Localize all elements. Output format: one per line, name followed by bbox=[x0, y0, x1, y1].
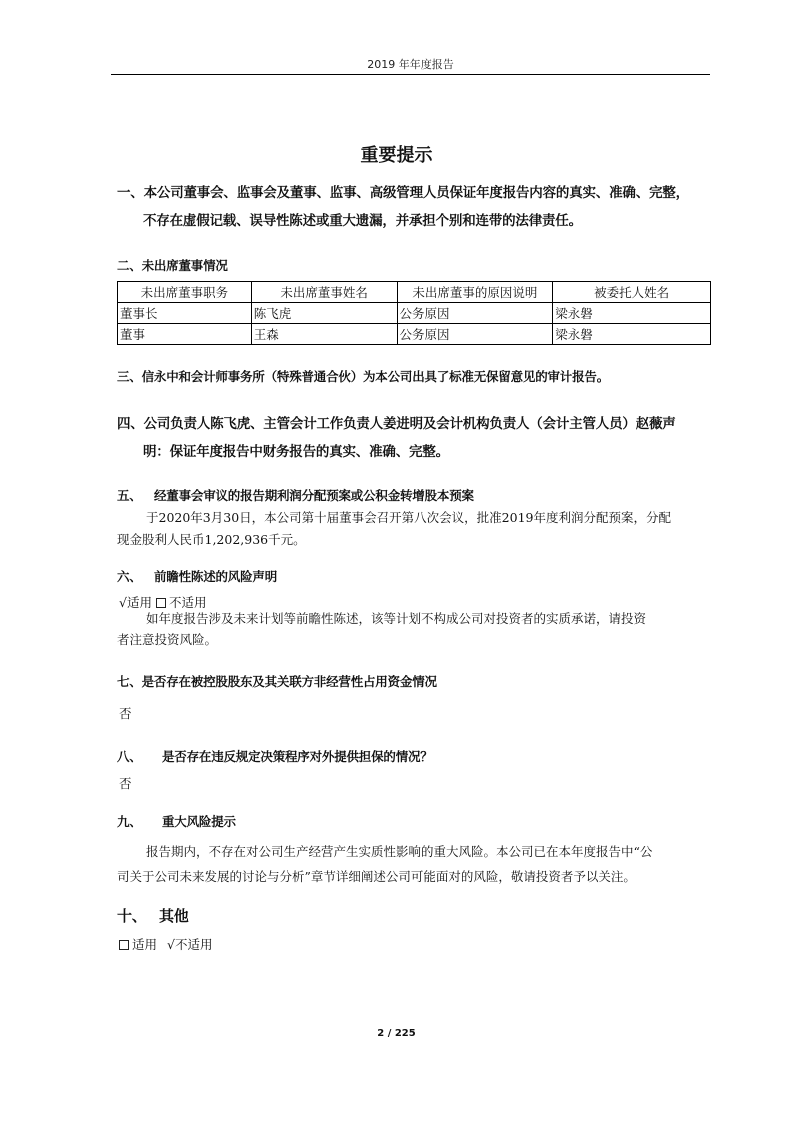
table-cell: 陈飞虎 bbox=[251, 303, 397, 324]
section-9-body-line-1: 报告期内，不存在对公司生产经营产生实质性影响的重大风险。本公司已在本年度报告中“公 bbox=[146, 844, 653, 859]
section-3-number: 三、 bbox=[117, 369, 142, 384]
table-header-cell: 未出席董事姓名 bbox=[251, 282, 397, 303]
section-8-heading bbox=[117, 747, 433, 765]
section-4-line-1 bbox=[117, 412, 676, 432]
page-number: 2 / 225 bbox=[377, 1028, 416, 1039]
section-1-text-line-1: 本公司董事会、监事会及董事、监事、高级管理人员保证年度报告内容的真实、准确、完整， bbox=[143, 185, 689, 201]
table-row bbox=[118, 324, 711, 345]
section-10-title: 其他 bbox=[159, 907, 189, 925]
section-5-title: 经董事会审议的报告期利润分配预案或公积金转增股本预案 bbox=[154, 488, 474, 503]
section-4-number: 四、 bbox=[117, 416, 144, 432]
absent-directors-table bbox=[117, 281, 711, 345]
check-mark-icon: √ bbox=[167, 937, 175, 952]
section-9-heading bbox=[117, 812, 236, 830]
table-cell: 王森 bbox=[251, 324, 397, 345]
section-6-body-line-2: 者注意投资风险。 bbox=[117, 632, 218, 647]
page-title: 重要提示 bbox=[360, 145, 433, 166]
section-8-answer: 否 bbox=[119, 776, 132, 791]
table-header-row bbox=[118, 282, 711, 303]
empty-checkbox-icon bbox=[156, 598, 166, 608]
section-5-heading bbox=[117, 486, 474, 504]
section-10-number: 十、 bbox=[117, 907, 147, 925]
table-cell: 公务原因 bbox=[397, 324, 553, 345]
section-4-text-line-2: 明：保证年度报告中财务报告的真实、准确、完整。 bbox=[143, 444, 449, 460]
running-header: 2019 年年度报告 bbox=[111, 58, 710, 75]
table-cell: 梁永磐 bbox=[553, 303, 711, 324]
empty-checkbox-icon bbox=[119, 940, 129, 950]
section-8-number: 八、 bbox=[117, 749, 142, 764]
table-header-cell: 未出席董事的原因说明 bbox=[397, 282, 553, 303]
not-applicable-label: 不适用 bbox=[174, 937, 213, 952]
section-9-body-line-2: 司关于公司未来发展的讨论与分析”章节详细阐述公司可能面对的风险，敬请投资者予以关注。 bbox=[117, 869, 636, 884]
section-5-body-line-1: 于2020年3月30日，本公司第十届董事会召开第八次会议，批准2019年度利润分配预案，分配 bbox=[146, 510, 671, 525]
applicable-label: 适用 bbox=[132, 937, 158, 952]
section-1-number: 一、 bbox=[117, 185, 144, 201]
table-cell: 董事长 bbox=[118, 303, 252, 324]
section-1-text-line-2: 不存在虚假记载、误导性陈述或重大遗漏，并承担个别和连带的法律责任。 bbox=[143, 213, 582, 229]
section-6-number: 六、 bbox=[117, 569, 142, 584]
section-2-heading bbox=[117, 256, 228, 274]
applicable-label: 适用 bbox=[126, 595, 152, 610]
section-1-line-1 bbox=[117, 181, 689, 201]
section-2-title: 未出席董事情况 bbox=[141, 258, 228, 273]
section-6-heading bbox=[117, 567, 277, 585]
table-row bbox=[118, 303, 711, 324]
section-10-options bbox=[119, 935, 213, 953]
table-header-cell: 被委托人姓名 bbox=[553, 282, 711, 303]
section-7-heading bbox=[117, 672, 437, 690]
section-9-title: 重大风险提示 bbox=[162, 814, 236, 829]
table-cell: 董事 bbox=[118, 324, 252, 345]
section-3-heading bbox=[117, 367, 609, 385]
table-header-cell: 未出席董事职务 bbox=[118, 282, 252, 303]
section-5-number: 五、 bbox=[117, 488, 142, 503]
section-7-number: 七、 bbox=[117, 674, 142, 689]
check-mark-icon: √ bbox=[119, 595, 127, 610]
section-4-text-line-1: 公司负责人陈飞虎、主管会计工作负责人姜进明及会计机构负责人（会计主管人员）赵薇声 bbox=[143, 416, 676, 432]
section-8-title: 是否存在违反规定决策程序对外提供担保的情况？ bbox=[162, 749, 433, 764]
section-7-answer: 否 bbox=[119, 706, 132, 721]
section-5-body-line-2: 现金股利人民币1,202,936千元。 bbox=[117, 532, 306, 547]
section-9-number: 九、 bbox=[117, 814, 142, 829]
section-2-number: 二、 bbox=[117, 258, 142, 273]
table-cell: 公务原因 bbox=[397, 303, 553, 324]
section-7-title: 是否存在被控股股东及其关联方非经营性占用资金情况 bbox=[141, 674, 437, 689]
table-cell: 梁永磐 bbox=[553, 324, 711, 345]
section-6-title: 前瞻性陈述的风险声明 bbox=[154, 569, 278, 584]
section-10-heading bbox=[117, 905, 189, 926]
section-6-body-line-1: 如年度报告涉及未来计划等前瞻性陈述，该等计划不构成公司对投资者的实质承诺，请投资 bbox=[146, 611, 647, 626]
section-3-text: 信永中和会计师事务所（特殊普通合伙）为本公司出具了标准无保留意见的审计报告。 bbox=[141, 369, 610, 384]
not-applicable-label: 不适用 bbox=[168, 595, 207, 610]
